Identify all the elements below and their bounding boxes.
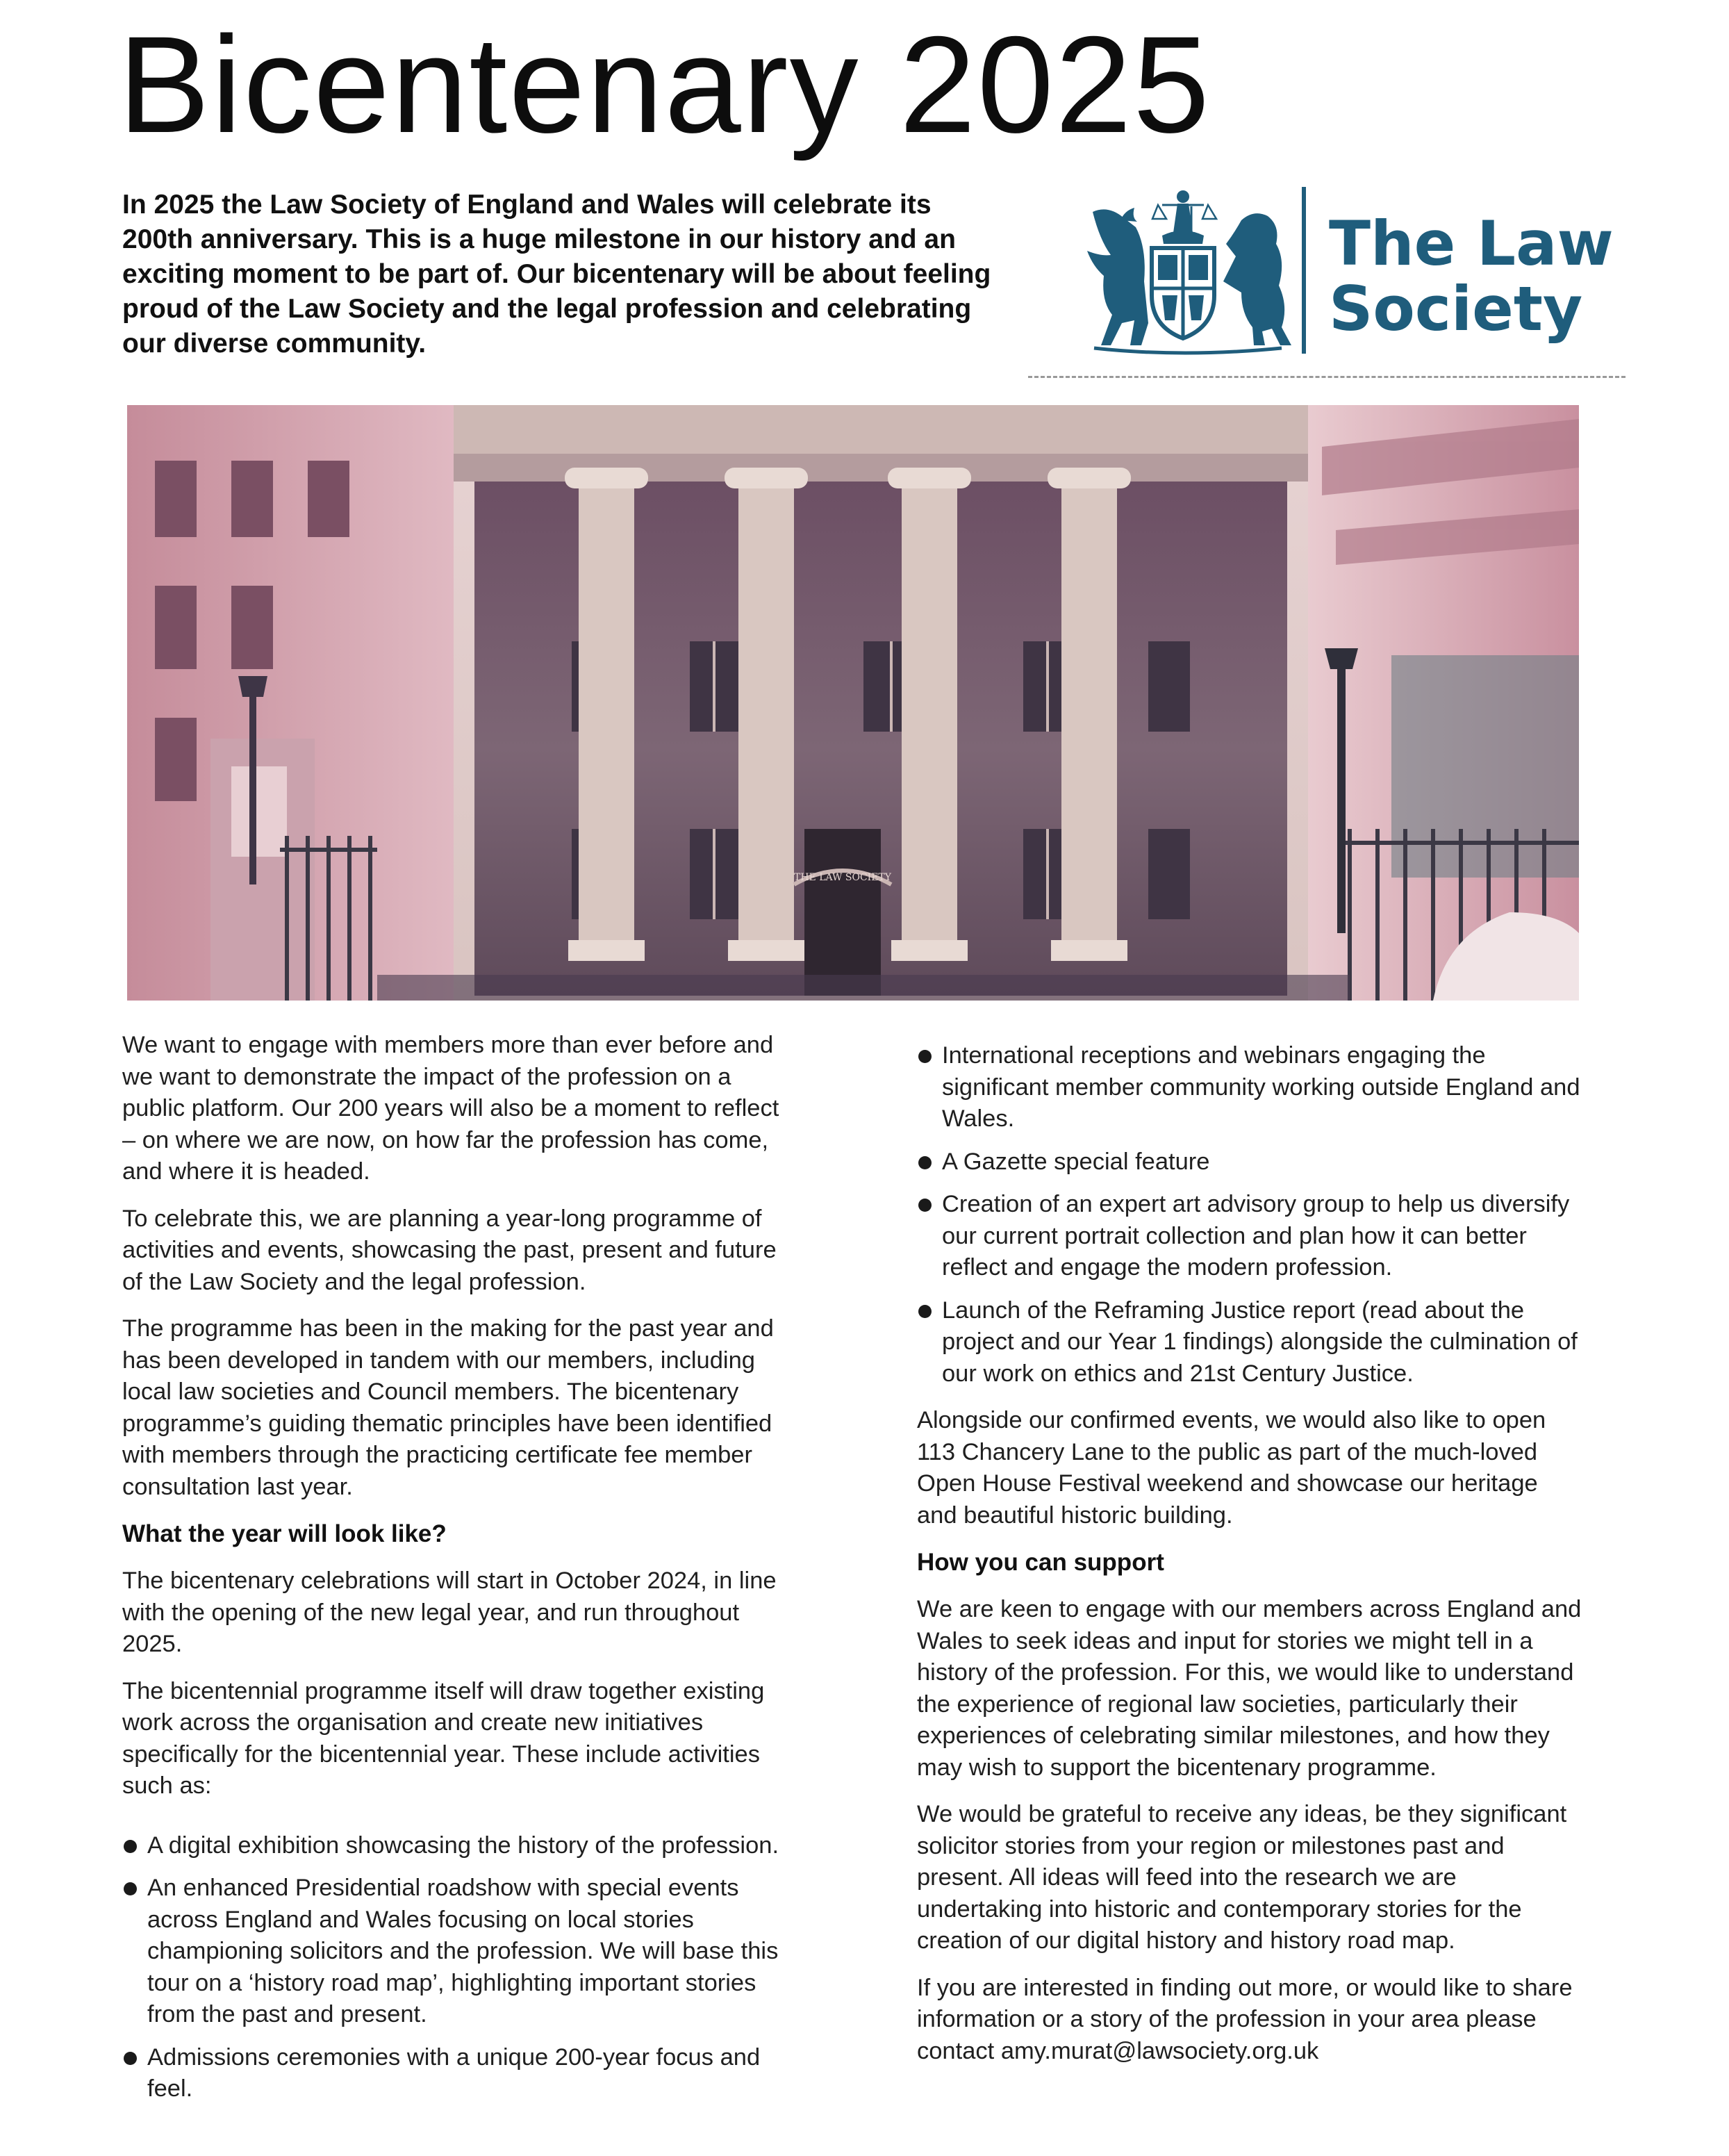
right-paragraph-2: We are keen to engage with our members across England and Wales to seek ideas and input for stories we might tell in a history of the profession. For this, we would like to understand the experience of regional law societies, particularly their experiences of celebrating similar milestones, and how they may wish to support the bicentenary programme. <box>917 1596 1582 1781</box>
griffin-supporter-icon <box>1087 208 1148 345</box>
left-paragraph-3: The programme has been in the making for the past year and has been developed in tandem with our members, including local law societies and Council members. The bicentenary programme’s guiding thematic principles have been identified with members through the practicing certificate fee member consultation last year. <box>122 1315 774 1500</box>
shield-icon <box>1152 248 1214 338</box>
lion-supporter-icon <box>1223 213 1291 345</box>
page-title: Bicentenary 2025 <box>118 8 1211 161</box>
logo-line-1: The Law <box>1329 208 1614 279</box>
building-sign: THE LAW SOCIETY <box>793 872 892 883</box>
list-item: Launch of the Reframing Justice report (read about the project and our Year 1 findings) alongside the culmination of our work on ethics and 21st Century Justice. <box>917 1295 1584 1390</box>
right-paragraph-3: We would be grateful to receive any ideas, be they significant solicitor stories from your region or milestones past and present. All ideas will feed into the research we are undertaking into historic and contemporary stories for the creation of our digital history and history road map. <box>917 1801 1567 1954</box>
logo-divider <box>1028 376 1625 378</box>
left-paragraph-5: The bicentennial programme itself will draw together existing work across the organisation and create new initiatives specifically for the bicentennial year. These include activities such as: <box>122 1677 765 1799</box>
list-item: A digital exhibition showcasing the history of the profession. <box>122 1830 789 1862</box>
list-item: A Gazette special feature <box>917 1146 1584 1178</box>
hero-illustration <box>127 405 1579 1001</box>
section-heading-year: What the year will look like? <box>122 1520 447 1547</box>
left-paragraph-1: We want to engage with members more than ever before and we want to demonstrate the impact of the profession on a public platform. Our 200 years will also be a moment to reflect – on where we are now, on how far the profession has come, and where it is headed. <box>122 1032 779 1185</box>
contact-paragraph: If you are interested in finding out more, or would like to share information or a story of the profession in your area please contact amy.murat@lawsociety.org.uk <box>917 1974 1573 2064</box>
list-item: Creation of an expert art advisory group to help us diversify our current portrait collection and plan how it can better reflect and engage the modern profession. <box>917 1189 1584 1284</box>
section-heading-support: How you can support <box>917 1549 1164 1576</box>
list-item: International receptions and webinars engaging the significant member community working outside England and Wales. <box>917 1040 1584 1135</box>
justice-figure-icon <box>1152 190 1216 234</box>
activities-list-right <box>917 1040 1584 1390</box>
list-item: Admissions ceremonies with a unique 200-year focus and feel. <box>122 2042 789 2105</box>
left-column <box>122 1030 789 2121</box>
right-column <box>917 1040 1584 2082</box>
list-item: An enhanced Presidential roadshow with special events across England and Wales focusing on local stories championing solicitors and the profession. We will base this tour on a ‘history road map’, highlighting important stories from the past and present. <box>122 1873 789 2031</box>
logo-line-2: Society <box>1329 273 1583 345</box>
left-paragraph-4: The bicentenary celebrations will start in October 2024, in line with the opening of the new legal year, and run throughout 2025. <box>122 1567 777 1657</box>
intro-paragraph: In 2025 the Law Society of England and Wales will celebrate its 200th anniversary. This is a huge milestone in our history and an exciting moment to be part of. Our bicentenary will be about feeling proud of the Law Society and the legal profession and celebrating our diverse community. <box>122 190 991 359</box>
law-society-logo <box>1080 184 1615 365</box>
activities-list-left <box>122 1830 789 2105</box>
right-paragraph-1: Alongside our confirmed events, we would also like to open 113 Chancery Lane to the public as part of the much-loved Open House Festival weekend and showcase our heritage and beautiful historic building. <box>917 1407 1546 1529</box>
left-paragraph-2: To celebrate this, we are planning a year-long programme of activities and events, showcasing the past, present and future of the Law Society and the legal profession. <box>122 1205 777 1295</box>
